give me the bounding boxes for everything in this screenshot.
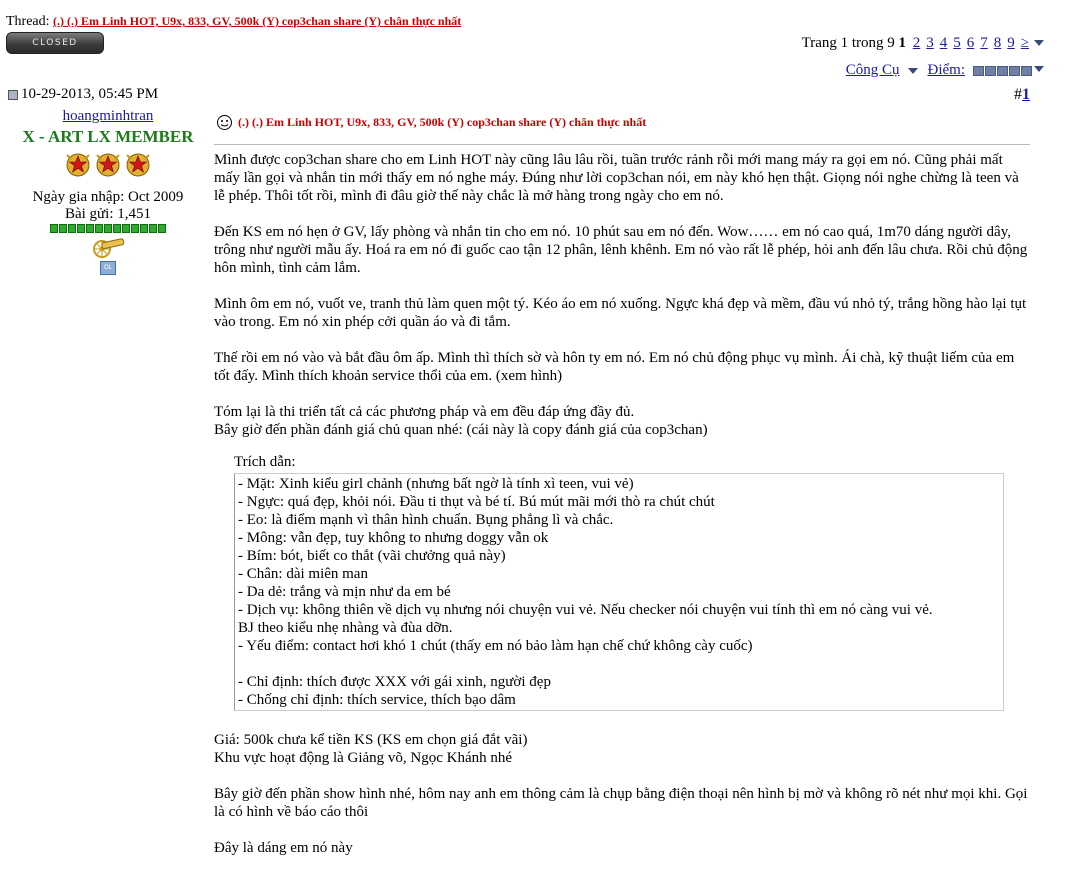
post-paragraph: Giá: 500k chưa kể tiền KS (KS em chọn giá đắt vãi): [214, 732, 528, 748]
reputation-segment: [68, 224, 76, 233]
rank-stars: [10, 151, 206, 177]
post-date-row: [8, 86, 158, 103]
page-link-8[interactable]: 8: [993, 35, 1002, 51]
rank-star-icon: [124, 151, 152, 177]
post-paragraph: Đây là dáng em nó này: [214, 840, 353, 856]
reputation-segment: [59, 224, 67, 233]
reputation-segment: [95, 224, 103, 233]
post-paragraph: Thế rồi em nó vào và bắt đầu ôm ấp. Mình thì thích sờ và hôn ty em nó. Em nó chủ động phục vụ mình. Ái chà, kỹ thuật liếm của em tốt đấy. Mình thích khoản service thổi của em. (xem hình): [214, 350, 1015, 384]
user-panel: [10, 108, 206, 275]
cannon-badge-icon: [90, 237, 126, 259]
post-body: [214, 151, 1032, 875]
reputation-segment: [122, 224, 130, 233]
reputation-segment: [104, 224, 112, 233]
thread-tools-link[interactable]: Công Cụ: [845, 62, 900, 78]
page-link-7[interactable]: 7: [980, 35, 988, 51]
user-post-count: Bài gửi: 1,451: [64, 206, 152, 222]
pagination: [802, 35, 1032, 52]
post-date: 10-29-2013, 05:45 PM: [21, 86, 159, 102]
post-paragraph: Bây giờ đến phần show hình nhé, hôm nay anh em thông cảm là chụp bằng điện thoại nên hình bị mờ và không rõ nét như mọi khi. Gọi là có hình về báo cáo thôi: [214, 786, 1028, 820]
quote-line: - Eo: là điểm mạnh vì thân hình chuẩn. Bụng phẳng lì và chắc.: [238, 512, 614, 528]
reputation-segment: [77, 224, 85, 233]
reputation-segment: [140, 224, 148, 233]
quote-line: - Dịch vụ: không thiên về dịch vụ nhưng nói chuyện vui vẻ. Nếu checker nói chuyện vui tính thì em nó càng vui vẻ.: [238, 602, 933, 618]
thread-header: [6, 14, 461, 30]
reputation-segment: [158, 224, 166, 233]
user-join-date: Ngày gia nhập: Oct 2009: [32, 189, 184, 205]
tools-dropdown-icon[interactable]: [908, 68, 918, 74]
post-paragraph: Mình ôm em nó, vuốt ve, tranh thủ làm quen một tý. Kéo áo em nó xuống. Ngực khá đẹp và mềm, đầu vú nhỏ tý, trắng hồng hào lại tụt vào trong. Em nó xin phép cởi quần áo và đi tắm.: [214, 296, 1027, 330]
quote-line: - Chân: dài miên man: [238, 566, 368, 582]
post-paragraph: Tóm lại là thi triển tất cả các phương pháp và em đều đáp ứng đầy đủ.: [214, 404, 635, 420]
pagination-dropdown-icon[interactable]: [1034, 40, 1044, 46]
pagination-prefix: Trang 1 trong 9: [801, 35, 895, 51]
post-title-row: [216, 114, 646, 131]
quote-line: - Chống chỉ định: thích service, thích bạo dâm: [238, 692, 516, 708]
quote-line: - Chỉ định: thích được XXX với gái xinh, người đẹp: [238, 674, 551, 690]
closed-button[interactable]: CLOSED: [6, 32, 104, 54]
rating-box: [1021, 66, 1032, 76]
rating-box: [985, 66, 996, 76]
quote-blank-line: [238, 655, 1000, 673]
quote-box: [234, 473, 1004, 711]
page-link-9[interactable]: 9: [1007, 35, 1015, 51]
post-number-link[interactable]: 1: [1022, 86, 1030, 103]
online-status-icon: OL: [100, 261, 116, 275]
rating-box: [1009, 66, 1020, 76]
post-divider: [214, 144, 1030, 145]
rating-box: [997, 66, 1008, 76]
rank-star-icon: [94, 151, 122, 177]
username-link[interactable]: hoangminhtran: [62, 108, 154, 124]
post-number: [1014, 86, 1030, 104]
user-rank: X - ART LX MEMBER: [22, 127, 194, 146]
quote-line: - Mông: vẫn đẹp, tuy không to nhưng doggy vẫn ok: [238, 530, 549, 546]
quote-line: - Mặt: Xinh kiểu girl chảnh (nhưng bất ngờ là tính xì teen, vui vẻ): [238, 476, 634, 492]
quote-block: [234, 453, 1032, 711]
post-paragraph: Đến KS em nó hẹn ở GV, lấy phòng và nhắn tin cho em nó. 10 phút sau em nó đến. Wow…… em nó cao quá, 1m70 dáng người dây, trông như người mẫu ấy. Hoá ra em nó đi guốc cao tận 12 phân, lênh khênh. Em nó vào rất lễ phép, hỏi anh đến lâu chưa. Rồi chủ động hôn mình, tình cảm lắm.: [214, 224, 1028, 276]
post-title: (.) (.) Em Linh HOT, U9x, 833, GV, 500k (Y) cop3chan share (Y) chân thực nhất: [238, 115, 647, 129]
post-paragraph: Khu vực hoạt động là Giảng võ, Ngọc Khánh nhé: [214, 750, 513, 766]
page-link-3[interactable]: 3: [926, 35, 934, 51]
reputation-segment: [86, 224, 94, 233]
reputation-segment: [131, 224, 139, 233]
post-status-icon: [8, 90, 18, 100]
thread-label: Thread:: [6, 14, 50, 29]
quote-line: - Yếu điểm: contact hơi khó 1 chút (thấy em nó bảo làm hạn chế chứ không cày cuốc): [238, 638, 753, 654]
thread-title-link[interactable]: (.) (.) Em Linh HOT, U9x, 833, GV, 500k (Y) cop3chan share (Y) chân thực nhất: [53, 14, 462, 28]
quote-line: - Da dẻ: trắng và mịn như da em bé: [238, 584, 451, 600]
quote-line: BJ theo kiểu nhẹ nhàng và đùa dỡn.: [238, 620, 453, 636]
post-paragraph: Bây giờ đến phần đánh giá chủ quan nhé: (cái này là copy đánh giá của cop3chan): [214, 422, 708, 438]
post-paragraph: Mình được cop3chan share cho em Linh HOT này cũng lâu lâu rồi, tuần trước rảnh rỗi mới mang máy ra gọi em nó. Cũng phải mất mấy lần gọi và nhắn tin mới thấy em nó nghe máy. Đúng như lời cop3chan nói, em này khó hẹn thật. Giọng nói nghe chừng là teen và lễ phép. Thôi tốt rồi, mình đi đâu giờ thế này chắc là mở hàng trong ngày cho em nó.: [214, 152, 1019, 204]
rank-star-icon: [64, 151, 92, 177]
page-link-6[interactable]: 6: [966, 35, 975, 51]
page-link-5[interactable]: 5: [953, 35, 961, 51]
user-badge: [10, 237, 206, 259]
page-link-4[interactable]: 4: [939, 35, 948, 51]
reputation-segment: [149, 224, 157, 233]
quote-line: - Ngực: quá đẹp, khỏi nói. Đầu ti thụt và bé tí. Bú mút mãi mới thò ra chút chút: [238, 494, 715, 510]
thread-tools-row: [846, 62, 1032, 79]
page-next-link[interactable]: ≥: [1020, 35, 1029, 51]
pagination-current: 1: [898, 35, 907, 51]
quote-line: - Bím: bót, biết co thắt (vãi chưởng quả này): [238, 548, 506, 564]
reputation-segment: [50, 224, 58, 233]
rating-dropdown-icon[interactable]: [1034, 66, 1044, 72]
page-link-2[interactable]: 2: [912, 35, 921, 51]
rating-boxes: [972, 62, 1032, 79]
reputation-bar: [10, 224, 206, 233]
smiley-icon: [216, 114, 233, 131]
post-number-prefix: #: [1014, 86, 1022, 103]
reputation-segment: [113, 224, 121, 233]
rating-link[interactable]: Điểm:: [927, 62, 965, 78]
quote-label: Trích dẫn:: [234, 454, 296, 470]
rating-box: [973, 66, 984, 76]
